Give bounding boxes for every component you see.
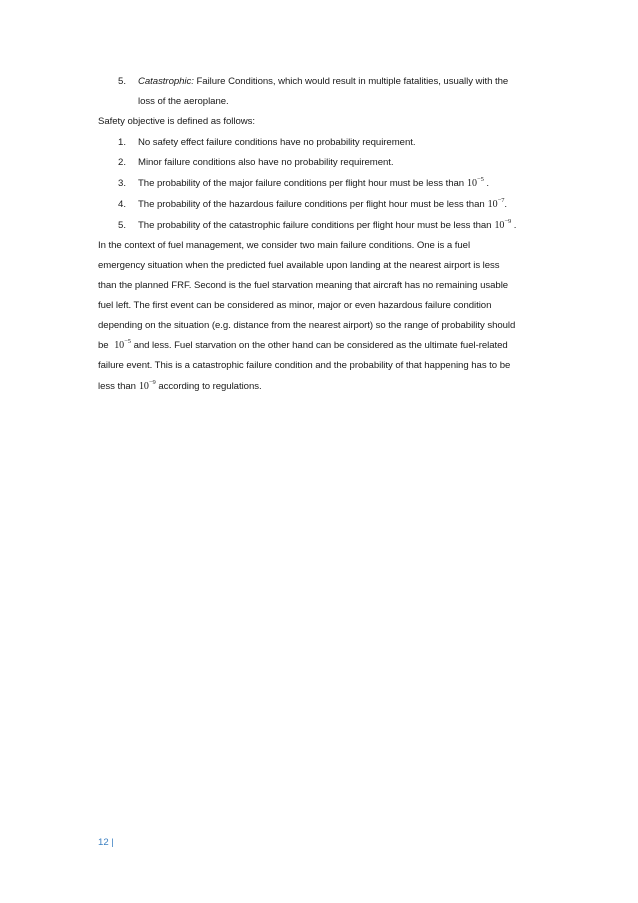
probability-value: $10^{-5}$: [467, 176, 484, 189]
paragraph-line: less than $10^{-9}$ according to regulations.: [98, 379, 262, 392]
safety-item-number: 2.: [118, 157, 127, 168]
list-item-text: Failure Conditions, which would result in multiple fatalities, usually with the: [193, 76, 509, 87]
list-item-term: Catastrophic:: [138, 76, 194, 87]
safety-item-text: No safety effect failure conditions have no probability requirement.: [138, 137, 416, 148]
safety-item-hazardous: The probability of the hazardous failure conditions per flight hour must be less than $10^{-7}$.: [138, 197, 508, 210]
safety-item-text: Minor failure conditions also have no probability requirement.: [138, 157, 394, 168]
paragraph-line: depending on the situation (e.g. distance from the nearest airport) so the range of probability should: [98, 320, 516, 331]
safety-item-number: 4.: [118, 199, 127, 210]
paragraph-line: emergency situation when the predicted fuel available upon landing at the nearest airport is less: [98, 260, 500, 271]
paragraph-line: than the planned FRF. Second is the fuel starvation meaning that aircraft has no remaining usable: [98, 280, 509, 291]
list-item-continuation: loss of the aeroplane.: [138, 96, 229, 107]
paragraph-line: failure event. This is a catastrophic failure condition and the probability of that happening has to be: [98, 360, 511, 371]
safety-intro: Safety objective is defined as follows:: [98, 116, 255, 127]
safety-item-number: 3.: [118, 178, 127, 189]
safety-item-major: The probability of the major failure conditions per flight hour must be less than $10^{-5}$ .: [138, 176, 490, 189]
safety-item-number: 1.: [118, 137, 127, 148]
list-item-catastrophic: [138, 76, 508, 88]
probability-value: $10^{-7}$: [487, 197, 505, 210]
safety-item-text: The probability of the major failure conditions per flight hour must be less than: [138, 178, 465, 189]
safety-item-number: 5.: [118, 220, 127, 231]
paragraph-line: In the context of fuel management, we consider two main failure conditions. One is a fuel: [98, 240, 471, 251]
safety-item-text: The probability of the catastrophic failure conditions per flight hour must be less than: [138, 220, 492, 231]
safety-item-text: The probability of the hazardous failure conditions per flight hour must be less than: [138, 199, 485, 210]
page-footer: [98, 837, 114, 849]
paragraph-line: fuel left. The first event can be considered as minor, major or even hazardous failure condition: [98, 300, 492, 311]
footer-separator: |: [111, 837, 114, 848]
probability-value: $10^{-9}$: [494, 218, 512, 231]
page-number: 12: [98, 837, 109, 848]
list-item-number: 5.: [118, 76, 127, 87]
paragraph-line: be $10^{-5}$ and less. Fuel starvation on the other hand can be considered as the ultimate fuel-related: [98, 338, 508, 351]
probability-value: $10^{-5}$: [114, 338, 131, 351]
probability-value: $10^{-9}$: [138, 379, 156, 392]
safety-item-catastrophic: The probability of the catastrophic failure conditions per flight hour must be less than $10^{-9}$ .: [138, 218, 517, 231]
